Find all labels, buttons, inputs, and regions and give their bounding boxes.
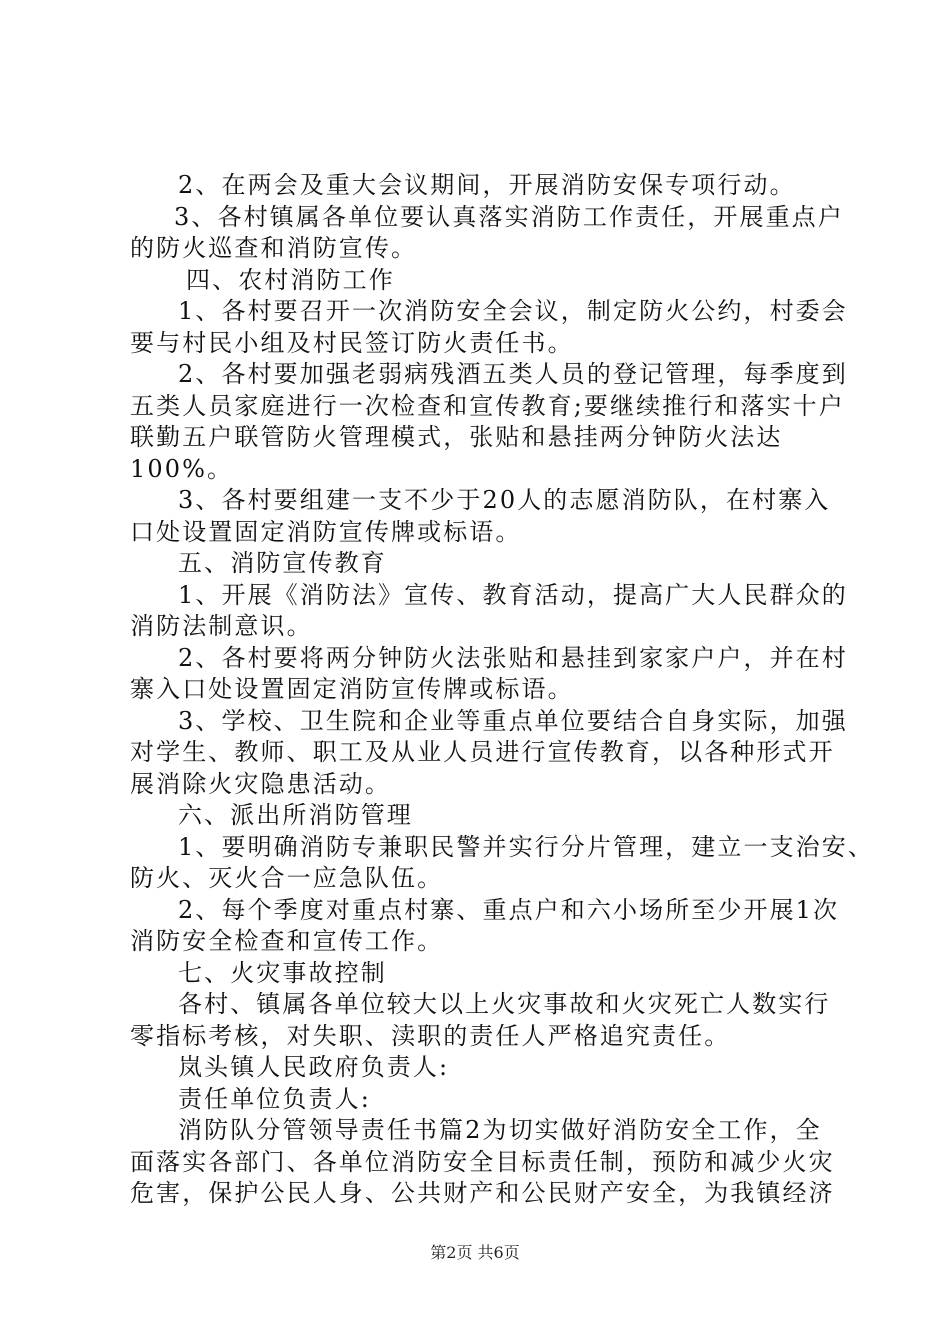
- text-line: 五、消防宣传教育: [178, 549, 387, 577]
- text-line: 口处设置固定消防宣传牌或标语。: [130, 517, 522, 546]
- document-body: [130, 170, 874, 1210]
- text-line: 对学生、教师、职工及从业人员进行宣传教育，以各种形式开: [130, 738, 835, 766]
- text-line: 1、各村要召开一次消防安全会议，制定防火公约，村委会: [178, 297, 848, 325]
- text-line: 的防火巡查和消防宣传。: [130, 234, 418, 262]
- text-line: 岚头镇人民政府负责人:: [178, 1053, 450, 1081]
- text-line: 3、各村要组建一支不少于20人的志愿消防队，在村寨入: [178, 486, 831, 514]
- text-line: 五类人员家庭进行一次检查和宣传教育;要继续推行和落实十户: [130, 391, 845, 420]
- page-footer: 第2页 共6页: [430, 1243, 520, 1262]
- text-line: 2、各村要加强老弱病残酒五类人员的登记管理，每季度到: [178, 360, 848, 388]
- text-line: 消防队分管领导责任书篇2为切实做好消防安全工作，全: [178, 1116, 822, 1144]
- text-line: 2、每个季度对重点村寨、重点户和六小场所至少开展1次: [178, 895, 840, 924]
- text-line: 消防法制意识。: [130, 612, 313, 640]
- text-line: 七、火灾事故控制: [178, 958, 387, 987]
- text-line: 1、要明确消防专兼职民警并实行分片管理，建立一支治安、: [178, 832, 874, 861]
- text-line: 四、农村消防工作: [186, 265, 395, 294]
- text-line: 零指标考核，对失职、渎职的责任人严格追究责任。: [130, 1021, 731, 1050]
- text-line: 消防安全检查和宣传工作。: [130, 927, 444, 955]
- text-line: 3、学校、卫生院和企业等重点单位要结合自身实际，加强: [178, 706, 848, 735]
- text-line: 展消除火灾隐患活动。: [130, 769, 391, 798]
- text-line: 各村、镇属各单位较大以上火灾事故和火灾死亡人数实行: [178, 990, 831, 1018]
- text-line: 危害，保护公民人身、公共财产和公民财产安全，为我镇经济: [130, 1179, 835, 1207]
- text-line: 2、各村要将两分钟防火法张贴和悬挂到家家户户，并在村: [178, 643, 848, 672]
- text-line: 2、在两会及重大会议期间，开展消防安保专项行动。: [178, 171, 796, 199]
- text-line: 防火、灭火合一应急队伍。: [130, 864, 444, 892]
- text-line: 1、开展《消防法》宣传、教育活动，提高广大人民群众的: [178, 580, 848, 609]
- text-line: 100%。: [130, 454, 234, 483]
- text-line: 联勤五户联管防火管理模式，张贴和悬挂两分钟防火法达: [130, 423, 783, 451]
- text-line: 面落实各部门、各单位消防安全目标责任制，预防和减少火灾: [130, 1147, 835, 1176]
- text-line: 六、派出所消防管理: [178, 801, 413, 829]
- text-line: 要与村民小组及村民签订防火责任书。: [130, 328, 574, 357]
- text-line: 3、各村镇属各单位要认真落实消防工作责任，开展重点户: [174, 202, 844, 231]
- text-line: 寨入口处设置固定消防宣传牌或标语。: [130, 675, 574, 703]
- text-line: 责任单位负责人:: [178, 1084, 371, 1113]
